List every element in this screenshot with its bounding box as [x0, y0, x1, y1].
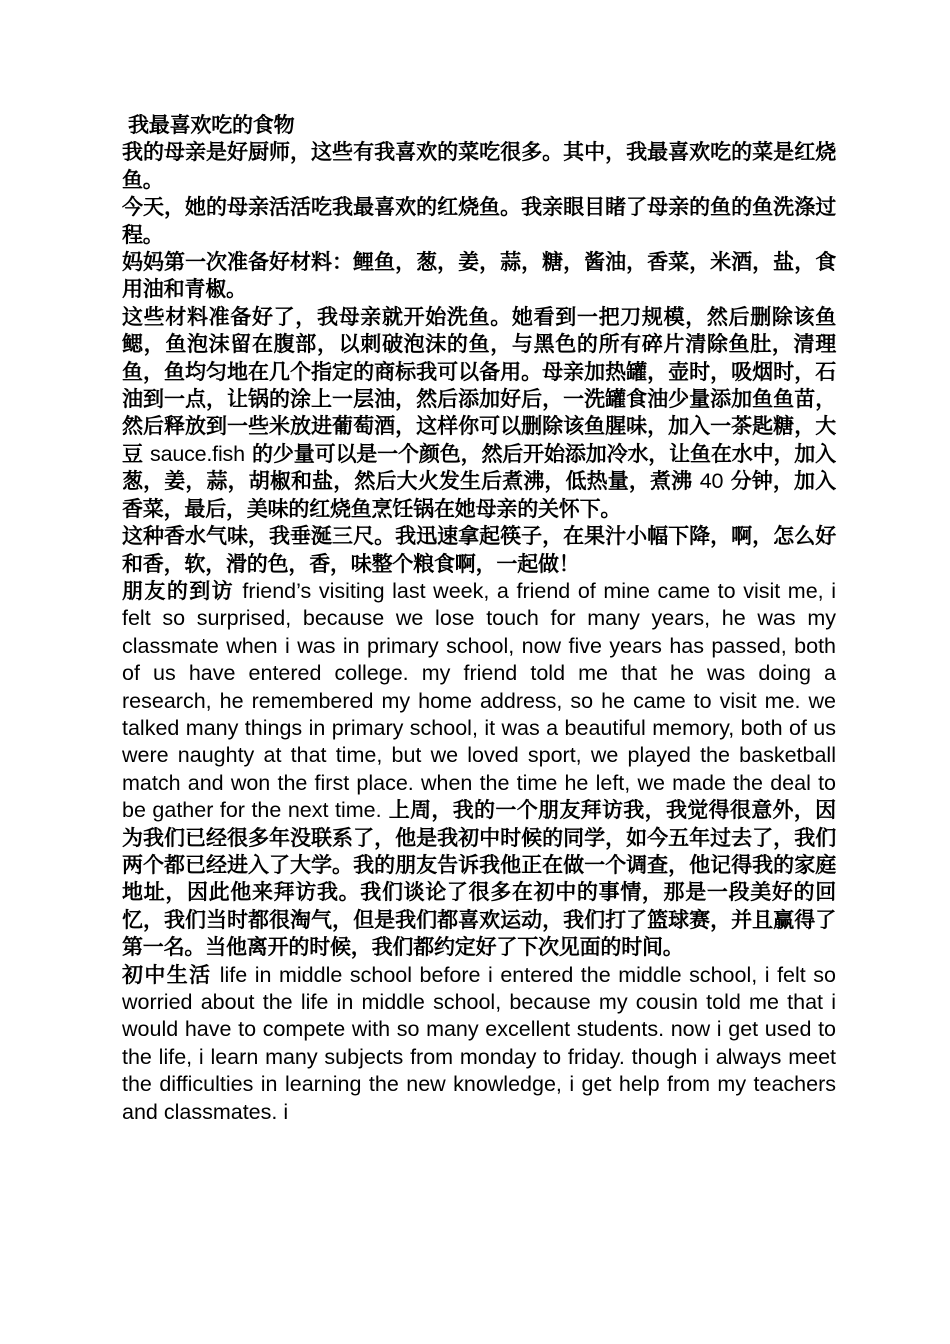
paragraph-4-part-d: 40	[699, 469, 724, 494]
paragraph-3: 妈妈第一次准备好材料：鲤鱼，葱，姜，蒜，糖，酱油，香菜，米酒，盐，食用油和青椒。	[122, 250, 836, 302]
paragraph-6-chinese: 上周，我的一个朋友拜访我，我觉得很意外，因为我们已经很多年没联系了，他是我初中时候的同学，如今五年过去了，我们两个都已经进入了大学。我的朋友告诉我他正在做一个调查，他记得我的家庭地址，因此他来拜访我。我们谈论了很多在初中的事情，那是一段美好的回忆，我们当时都很淘气，但是我们都喜欢运动，我们打了篮球赛，并且赢得了第一名。当他离开的时候，我们都约定好了下次见面的时间。	[122, 798, 836, 960]
paragraph-2: 今天，她的母亲活活吃我最喜欢的红烧鱼。我亲眼目睹了母亲的鱼的鱼洗涤过程。	[122, 195, 836, 247]
paragraph-7-english: life in middle school before i entered the middle school, i felt so worried about the life in middle school, because my cousin told me that i would have to compete with so many excellent students. now i get used to the life, i learn many subjects from monday to friday. though i always meet the difficulties in learning the new knowledge, i get help from my teachers and classmates. i	[122, 962, 836, 1124]
paragraph-4-part-b: sauce.fish	[150, 441, 245, 466]
paragraph-7	[116, 962, 836, 1126]
paragraph-4-part-e: 分钟，加入香菜，最后，美味的红烧鱼烹饪锅在她母亲的关怀下。	[122, 469, 836, 521]
paragraph-1: 我的母亲是好厨师，这些有我喜欢的菜吃很多。其中，我最喜欢吃的菜是红烧鱼。	[122, 140, 836, 192]
paragraph-7-heading: 初中生活	[122, 962, 212, 987]
document-body	[116, 112, 836, 1126]
paragraph-6-heading: 朋友的到访	[122, 578, 235, 603]
paragraph-4-part-c: 的少量可以是一个颜色，然后开始添加冷水，让鱼在水中，加入葱，姜，蒜，胡椒和盐，然后大火发生后煮沸，低热量，煮沸	[122, 441, 836, 494]
paragraph-6-english: friend’s visiting last week, a friend of mine came to visit me, i felt so surprised, because we lose touch for many years, he was my classmate when i was in primary school, now five years has passed, both of us have entered college. my friend told me that he was doing a research, he remembered my home address, so he came to visit me. we talked many things in primary school, it was a beautiful memory, both of us were naughty at that time, but we loved sport, we played the basketball match and won the first place. when the time he left, we made the deal to be gather for the next time.	[122, 578, 837, 823]
paragraph-5: 这种香水气味，我垂涎三尺。我迅速拿起筷子，在果汁小幅下降，啊，怎么好和香，软，滑的色，香，味整个粮食啊，一起做！	[122, 524, 836, 576]
paragraph-6	[116, 578, 836, 962]
paragraph-4	[116, 304, 836, 523]
paragraph-4-part-a: 这些材料准备好了，我母亲就开始洗鱼。她看到一把刀规模，然后删除该鱼鳃，鱼泡沫留在腹部，以刺破泡沫的鱼，与黑色的所有碎片清除鱼肚，清理鱼，鱼均匀地在几个指定的商标我可以备用。母亲加热罐，壶时，吸烟时，石油到一点，让锅的涂上一层油，然后添加好后，一洗罐食油少量添加鱼鱼苗，然后释放到一些米放进葡萄酒，这样你可以删除该鱼腥味，加入一茶匙糖，大豆	[122, 304, 836, 466]
document-title: 我最喜欢吃的食物	[128, 113, 295, 137]
